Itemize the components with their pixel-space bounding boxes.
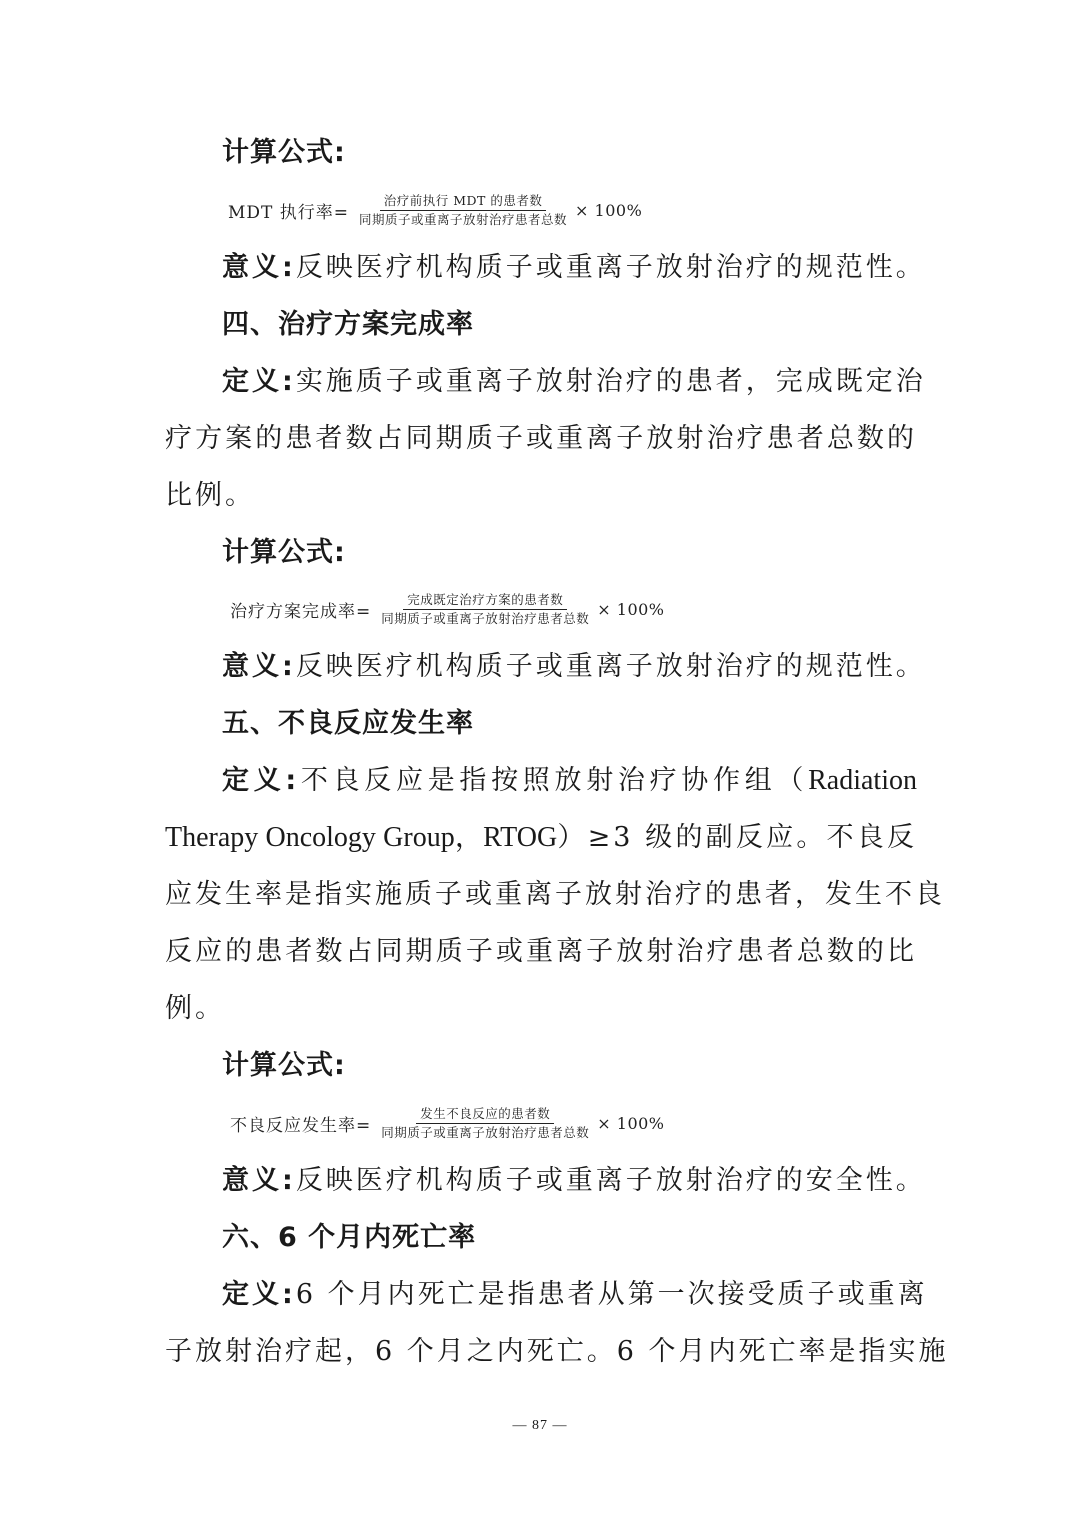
formula-fraction [377, 1106, 593, 1141]
formula-denominator: 同期质子或重离子放射治疗患者总数 [381, 611, 590, 626]
definition-line: 子放射治疗起，6 个月之内死亡。6 个月内死亡率是指实施 [165, 1336, 949, 1367]
formula-fraction [355, 193, 571, 228]
meaning-text: 反映医疗机构质子或重离子放射治疗的安全性。 [295, 1165, 926, 1196]
formula-fraction [377, 592, 593, 627]
definition-line [222, 763, 917, 799]
definition-line: 例。 [165, 993, 225, 1024]
page-number: — 87 — [512, 1418, 568, 1433]
formula-heading: 计算公式: [222, 1050, 346, 1081]
definition-line [222, 364, 926, 400]
definition-latin-text: Therapy Oncology Group，RTOG [165, 822, 558, 853]
meaning-paragraph [222, 649, 926, 685]
formula-label: 不良反应发生率= [230, 1116, 372, 1136]
formula-heading: 计算公式: [222, 137, 346, 168]
formula-denominator: 同期质子或重离子放射治疗患者总数 [359, 212, 568, 227]
meaning-label: 意义: [222, 1165, 296, 1196]
meaning-text: 反映医疗机构质子或重离子放射治疗的规范性。 [295, 651, 926, 682]
definition-text: ）≥3 级的副反应。不良反 [557, 822, 917, 853]
definition-line: 疗方案的患者数占同期质子或重离子放射治疗患者总数的 [165, 423, 917, 454]
formula-heading: 计算公式: [222, 537, 346, 568]
definition-line [222, 1277, 928, 1313]
section-title-4: 四、治疗方案完成率 [222, 309, 474, 340]
definition-label: 定义: [222, 1279, 296, 1310]
definition-line: 比例。 [165, 480, 255, 511]
definition-label: 定义: [222, 765, 300, 796]
meaning-label: 意义: [222, 651, 296, 682]
formula-numerator: 完成既定治疗方案的患者数 [403, 592, 567, 610]
meaning-text: 反映医疗机构质子或重离子放射治疗的规范性。 [295, 252, 926, 283]
formula-numerator: 发生不良反应的患者数 [416, 1106, 554, 1124]
formula-label: 治疗方案完成率= [230, 602, 372, 622]
meaning-paragraph [222, 1163, 926, 1199]
formula-numerator: 治疗前执行 MDT 的患者数 [380, 193, 547, 211]
formula-multiplier: × 100% [597, 1114, 665, 1133]
definition-label: 定义: [222, 366, 296, 397]
formula-label: MDT 执行率= [228, 203, 350, 223]
definition-text: 不良反应是指按照放射治疗协作组（ [299, 765, 809, 796]
meaning-paragraph [222, 250, 926, 286]
definition-text: 6 个月内死亡是指患者从第一次接受质子或重离 [295, 1279, 928, 1310]
definition-text: 实施质子或重离子放射治疗的患者，完成既定治 [295, 366, 926, 397]
definition-line: 反应的患者数占同期质子或重离子放射治疗患者总数的比 [165, 936, 917, 967]
definition-line [165, 820, 917, 856]
formula-adverse-reaction-rate [230, 1106, 665, 1141]
formula-multiplier: × 100% [597, 600, 665, 619]
definition-line: 应发生率是指实施质子或重离子放射治疗的患者，发生不良 [165, 879, 945, 910]
section-title-6: 六、6 个月内死亡率 [222, 1222, 477, 1253]
meaning-label: 意义: [222, 252, 296, 283]
section-title-5: 五、不良反应发生率 [222, 708, 474, 739]
formula-completion-rate [230, 592, 665, 627]
formula-mdt-rate [228, 193, 642, 228]
formula-multiplier: × 100% [575, 201, 643, 220]
definition-latin-text: Radiation [808, 765, 917, 796]
formula-denominator: 同期质子或重离子放射治疗患者总数 [381, 1125, 590, 1140]
